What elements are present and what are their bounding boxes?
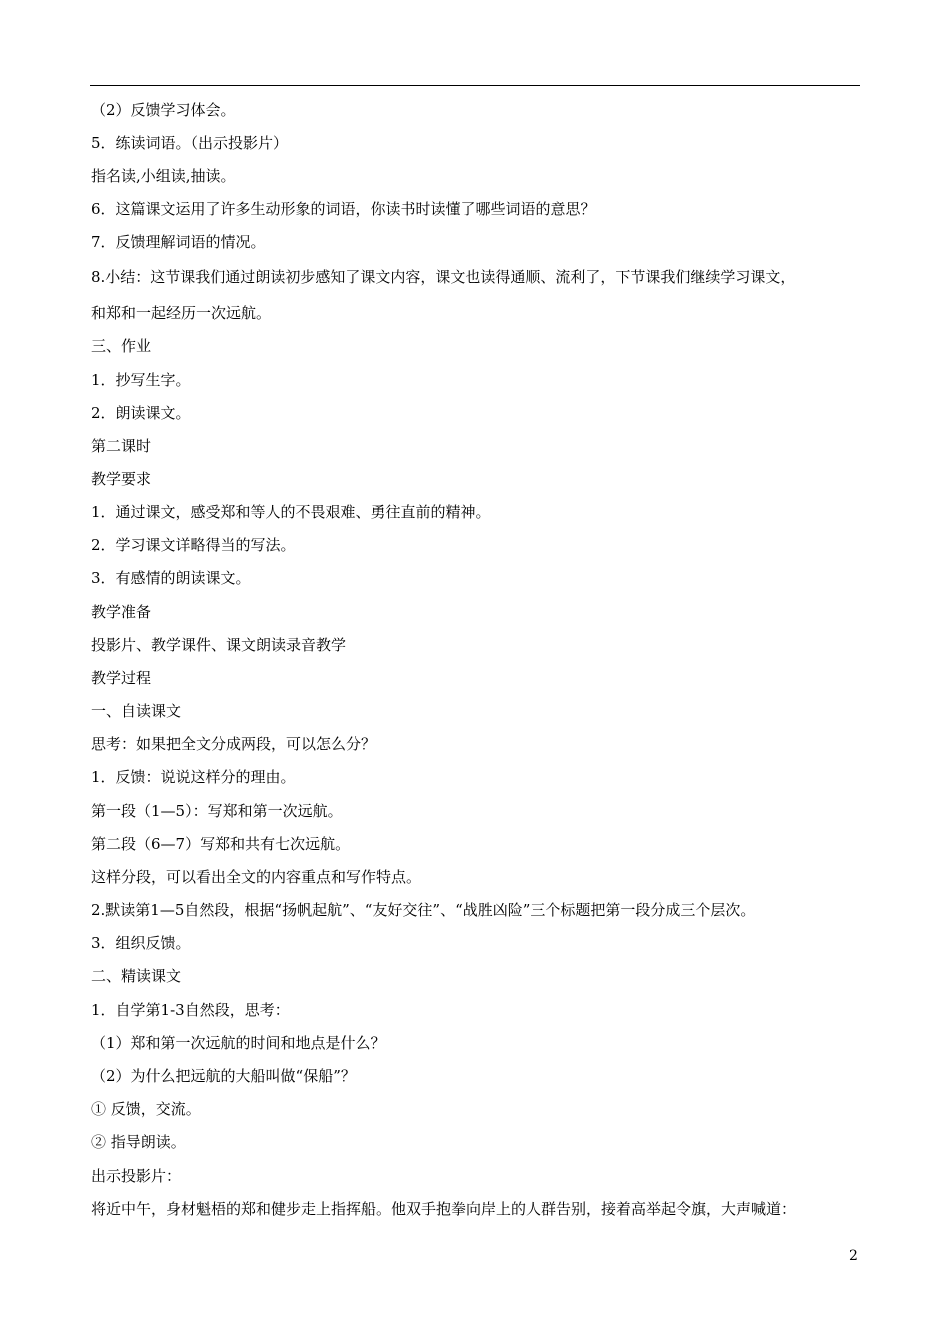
text-line: 这样分段，可以看出全文的内容重点和写作特点。 xyxy=(91,868,422,886)
text-line: 将近中午，身材魁梧的郑和健步走上指挥船。他双手抱拳向岸上的人群告别，接着高举起令旗，大声喊道： xyxy=(91,1200,797,1218)
text-line: 6．这篇课文运用了许多生动形象的词语，你读书时读懂了哪些词语的意思？ xyxy=(91,200,596,218)
text-line: （2）反馈学习体会。 xyxy=(91,101,236,119)
text-line: ② 指导朗读。 xyxy=(91,1133,186,1151)
section-heading: 二、精读课文 xyxy=(91,967,182,985)
text-line: 1．通过课文，感受郑和等人的不畏艰难、勇往直前的精神。 xyxy=(91,503,491,521)
section-heading: 教学准备 xyxy=(91,603,152,621)
text-line: 思考：如果把全文分成两段，可以怎么分？ xyxy=(91,735,377,753)
text-line: 2．朗读课文。 xyxy=(91,404,191,422)
text-line: 出示投影片： xyxy=(91,1167,182,1185)
text-line: （2）为什么把远航的大船叫做“保船”？ xyxy=(91,1067,356,1085)
section-heading: 教学过程 xyxy=(91,669,152,687)
text-line: 指名读,小组读,抽读。 xyxy=(91,167,236,185)
header-rule xyxy=(90,85,860,86)
text-line: 1．自学第1-3自然段，思考： xyxy=(91,1001,290,1019)
text-line: 3．有感情的朗读课文。 xyxy=(91,569,251,587)
text-line: 1．反馈：说说这样分的理由。 xyxy=(91,768,296,786)
text-line: ① 反馈，交流。 xyxy=(91,1100,201,1118)
text-line: 2．学习课文详略得当的写法。 xyxy=(91,536,296,554)
section-heading: 第二课时 xyxy=(91,437,152,455)
text-line: 2.默读第1—5自然段，根据“扬帆起航”、“友好交往”、“战胜凶险”三个标题把第一段分成三个层次。 xyxy=(91,901,756,919)
section-heading: 教学要求 xyxy=(91,470,152,488)
page-number: 2 xyxy=(849,1248,858,1264)
text-line: 3．组织反馈。 xyxy=(91,934,191,952)
text-line: 第二段（6—7）写郑和共有七次远航。 xyxy=(91,835,351,853)
text-line: 和郑和一起经历一次远航。 xyxy=(91,304,272,322)
text-line: 7．反馈理解词语的情况。 xyxy=(91,233,266,251)
section-heading: 三、作业 xyxy=(91,337,152,355)
text-line: （1）郑和第一次远航的时间和地点是什么？ xyxy=(91,1034,386,1052)
text-line: 1．抄写生字。 xyxy=(91,371,191,389)
text-line: 5．练读词语。（出示投影片） xyxy=(91,134,289,152)
section-heading: 一、自读课文 xyxy=(91,702,182,720)
text-line: 投影片、教学课件、课文朗读录音教学 xyxy=(91,636,347,654)
text-line: 第一段（1—5）：写郑和第一次远航。 xyxy=(91,802,343,820)
text-line: 8.小结：这节课我们通过朗读初步感知了课文内容，课文也读得通顺、流利了，下节课我们继续学习课文， xyxy=(91,268,796,286)
